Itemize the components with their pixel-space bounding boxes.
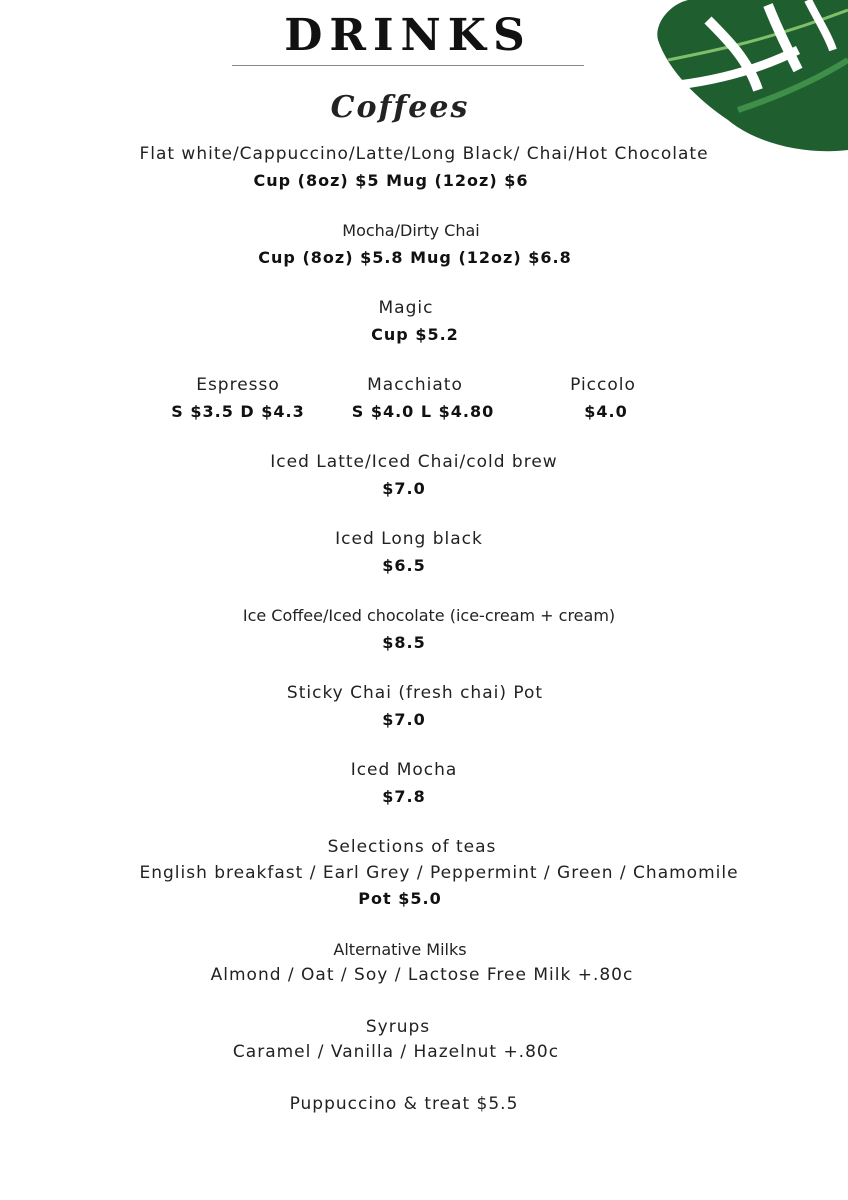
item-name: Sticky Chai (fresh chai) Pot [286, 683, 544, 703]
item-name: Magic [378, 298, 434, 318]
item-name: Mocha/Dirty Chai [342, 221, 480, 240]
item-price: S $3.5 D $4.3 [171, 402, 305, 421]
item-name: Macchiato [367, 375, 463, 395]
item-name: Piccolo [570, 375, 636, 395]
puppuccino-item: Puppuccino & treat $5.5 [289, 1094, 519, 1114]
title-divider [232, 65, 584, 66]
menu-title: DRINKS [284, 10, 532, 61]
item-name: Iced Mocha [350, 760, 458, 780]
item-price: Cup (8oz) $5.8 Mug (12oz) $6.8 [258, 248, 572, 267]
item-price: $6.5 [382, 556, 426, 575]
item-price: $7.8 [382, 787, 426, 806]
teas-price: Pot $5.0 [358, 889, 442, 908]
syrups-options: Caramel / Vanilla / Hazelnut +.80c [232, 1042, 560, 1062]
teas-heading: Selections of teas [327, 837, 497, 857]
syrups-heading: Syrups [365, 1017, 431, 1037]
item-name: Iced Latte/Iced Chai/cold brew [270, 452, 558, 472]
item-price: $8.5 [382, 633, 426, 652]
monstera-leaf-icon [648, 0, 848, 160]
teas-varieties: English breakfast / Earl Grey / Peppermint / Green / Chamomile [139, 863, 739, 883]
milks-options: Almond / Oat / Soy / Lactose Free Milk +.80c [210, 965, 634, 985]
item-price: $7.0 [382, 479, 426, 498]
milks-heading: Alternative Milks [333, 940, 467, 959]
item-name: Ice Coffee/Iced chocolate (ice-cream + cream) [242, 606, 616, 625]
item-name: Flat white/Cappuccino/Latte/Long Black/ Chai/Hot Chocolate [139, 144, 709, 164]
item-price: Cup (8oz) $5 Mug (12oz) $6 [253, 171, 529, 190]
item-price: $4.0 [584, 402, 628, 421]
item-name: Espresso [196, 375, 280, 395]
item-price: Cup $5.2 [371, 325, 459, 344]
item-name: Iced Long black [335, 529, 483, 549]
item-price: S $4.0 L $4.80 [351, 402, 495, 421]
section-heading-coffees: Coffees [330, 90, 470, 125]
item-price: $7.0 [382, 710, 426, 729]
